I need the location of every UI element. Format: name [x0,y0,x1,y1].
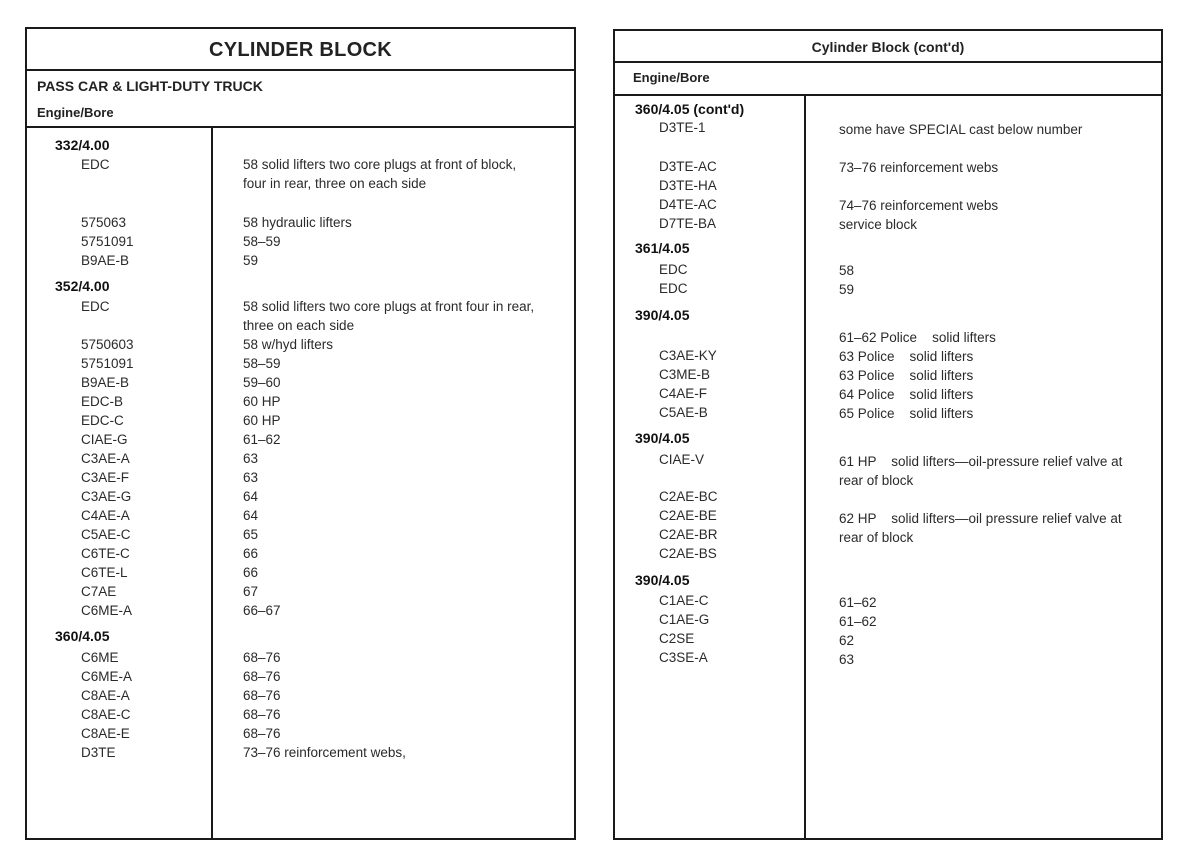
engine-code: C4AE-F [659,386,708,401]
engine-description: 58 solid lifters two core plugs at front of block, four in rear, three on each side [243,157,517,191]
engine-description: 62 HP solid lifters—oil pressure relief valve at rear of block [839,511,1126,545]
engine-description: 59 [243,253,259,268]
engine-description: 63 Police solid lifters [839,349,974,364]
engine-description: 67 [243,584,259,599]
column-header-engine-bore: Engine/Bore [37,105,114,120]
engine-code: C6ME [81,650,119,665]
engine-code: D3TE-HA [659,178,717,193]
engine-description: 63 [243,451,259,466]
engine-code: D4TE-AC [659,197,717,212]
cylinder-block-panel [25,27,576,840]
panel-title: CYLINDER BLOCK [27,29,574,71]
engine-description: some have SPECIAL cast below number [839,122,1083,137]
engine-description: 68–76 [243,650,281,665]
engine-description: 61–62 [839,614,877,629]
engine-code: EDC-B [81,394,124,409]
group-heading: 352/4.00 [55,278,110,294]
engine-code: C5AE-B [659,405,708,420]
engine-code: C8AE-E [81,726,130,741]
engine-code: C3SE-A [659,650,708,665]
engine-description: 64 [243,489,259,504]
engine-code: C5AE-C [81,527,131,542]
engine-code: C4AE-A [81,508,130,523]
panel-title: Cylinder Block (cont'd) [615,31,1161,63]
group-heading: 332/4.00 [55,137,110,153]
engine-code: B9AE-B [81,375,130,390]
engine-code: 5750603 [81,337,134,352]
engine-description: 64 Police solid lifters [839,387,974,402]
engine-code: C8AE-A [81,688,130,703]
engine-code: C6TE-C [81,546,130,561]
group-heading: 360/4.05 (cont'd) [635,101,745,117]
engine-code: C2AE-BR [659,527,718,542]
engine-code: 5751091 [81,234,134,249]
group-heading: 390/4.05 [635,572,690,588]
engine-code: C8AE-C [81,707,131,722]
engine-description: 59 [839,282,855,297]
engine-code: C3AE-KY [659,348,717,363]
engine-code: C6ME-A [81,669,133,684]
engine-code: CIAE-V [659,452,705,467]
engine-description: 61–62 Police solid lifters [839,330,996,345]
engine-description: 63 [839,652,855,667]
column-divider [211,126,213,838]
engine-description: 64 [243,508,259,523]
engine-code: C3AE-F [81,470,130,485]
engine-description: 68–76 [243,669,281,684]
engine-code: 575063 [81,215,127,230]
engine-code: D3TE [81,745,116,760]
engine-description: 63 [243,470,259,485]
cylinder-block-contd-panel [613,29,1163,840]
group-heading: 360/4.05 [55,628,110,644]
engine-code: C6ME-A [81,603,133,618]
engine-description: 65 Police solid lifters [839,406,974,421]
engine-description: 58 [839,263,855,278]
engine-code: C2AE-BE [659,508,717,523]
group-heading: 390/4.05 [635,430,690,446]
engine-description: 58 w/hyd lifters [243,337,334,352]
engine-description: 60 HP [243,413,281,428]
panel-header [27,71,574,128]
table-body [615,94,1161,838]
engine-description: 61–62 [839,595,877,610]
engine-code: 5751091 [81,356,134,371]
engine-description: 73–76 reinforcement webs, [243,745,406,760]
engine-description: 66–67 [243,603,281,618]
engine-description: 74–76 reinforcement webs [839,198,999,213]
engine-code: D3TE-AC [659,159,717,174]
engine-description: 63 Police solid lifters [839,368,974,383]
engine-description: 68–76 [243,707,281,722]
engine-code: D3TE-1 [659,120,706,135]
engine-code: C2AE-BC [659,489,718,504]
engine-description: 66 [243,546,259,561]
engine-description: service block [839,217,918,232]
engine-code: C3ME-B [659,367,711,382]
engine-description: 62 [839,633,855,648]
engine-code: EDC [81,157,110,172]
engine-code: D7TE-BA [659,216,717,231]
column-divider [804,94,806,838]
engine-code: C1AE-C [659,593,709,608]
engine-code: CIAE-G [81,432,128,447]
panel-subtitle: PASS CAR & LIGHT-DUTY TRUCK [37,78,263,94]
engine-code: B9AE-B [81,253,130,268]
engine-code: C3AE-G [81,489,132,504]
column-header-engine-bore: Engine/Bore [633,70,710,85]
engine-description: 60 HP [243,394,281,409]
engine-code: C1AE-G [659,612,710,627]
engine-description: 66 [243,565,259,580]
engine-code: EDC [81,299,110,314]
table-body [27,126,574,838]
engine-code: EDC-C [81,413,124,428]
engine-code: C2AE-BS [659,546,717,561]
engine-description: 61–62 [243,432,281,447]
engine-description: 58 hydraulic lifters [243,215,352,230]
engine-code: EDC [659,262,688,277]
group-heading: 361/4.05 [635,240,690,256]
engine-description: 61 HP solid lifters—oil-pressure relief valve at rear of block [839,454,1127,488]
engine-description: 58–59 [243,356,281,371]
engine-description: 68–76 [243,688,281,703]
engine-code: C3AE-A [81,451,130,466]
engine-description: 58 solid lifters two core plugs at front four in rear, three on each side [243,299,535,333]
engine-code: C6TE-L [81,565,128,580]
engine-description: 73–76 reinforcement webs [839,160,999,175]
panel-header [615,63,1161,96]
engine-description: 58–59 [243,234,281,249]
engine-code: C7AE [81,584,117,599]
group-heading: 390/4.05 [635,307,690,323]
engine-code: C2SE [659,631,695,646]
engine-description: 65 [243,527,259,542]
engine-description: 59–60 [243,375,281,390]
engine-description: 68–76 [243,726,281,741]
engine-code: EDC [659,281,688,296]
